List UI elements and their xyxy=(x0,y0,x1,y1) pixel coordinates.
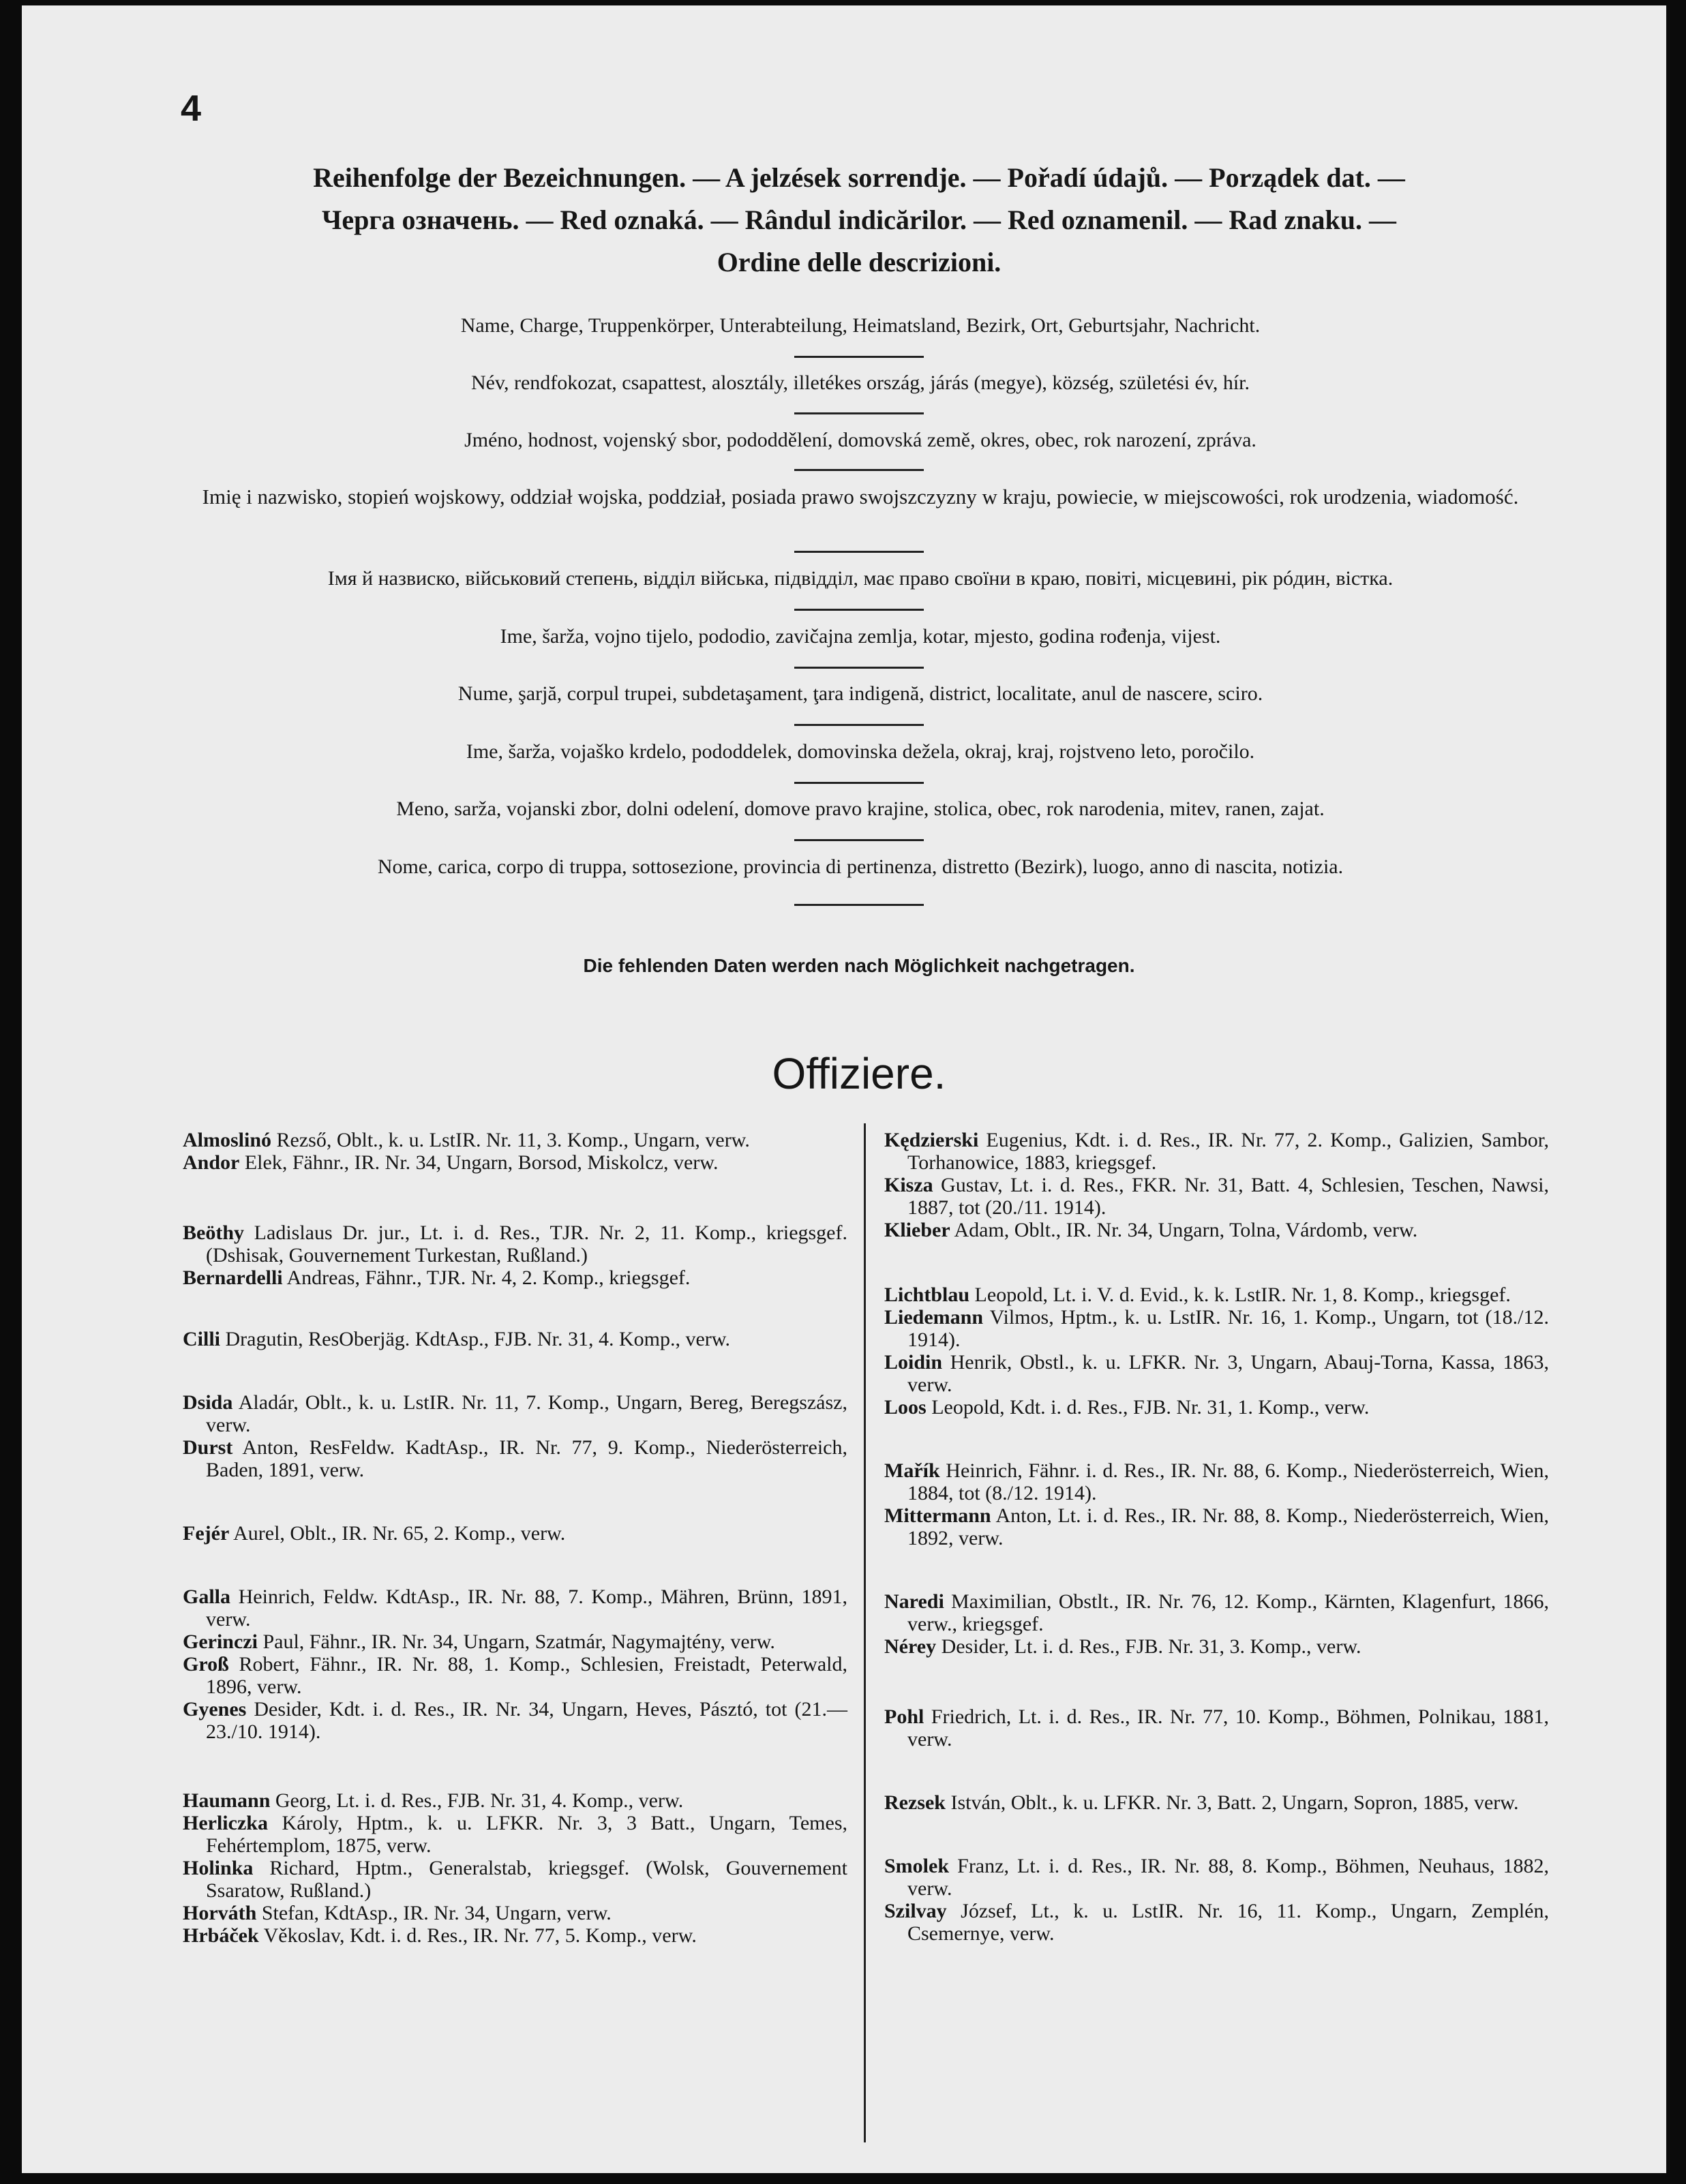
officer-entry: Mařík Heinrich, Fähnr. i. d. Res., IR. Nr. 88, 6. Komp., Niederösterreich, Wien, 1884, tot (8./12. 1914). xyxy=(884,1459,1549,1504)
officer-entry: Hrbáček Věkoslav, Kdt. i. d. Res., IR. Nr. 77, 5. Komp., verw. xyxy=(183,1924,697,1947)
rule-divider xyxy=(794,724,924,726)
scheme-line-italian: Nome, carica, corpo di truppa, sottosezione, provincia di pertinenza, distretto (Bezirk), luogo, anno di nascita, notizia. xyxy=(377,855,1344,878)
rule-divider xyxy=(794,412,924,414)
rule-divider xyxy=(794,356,924,358)
rule-divider xyxy=(794,904,924,906)
rule-divider xyxy=(794,667,924,669)
officer-entry: Rezsek István, Oblt., k. u. LFKR. Nr. 3, Batt. 2, Ungarn, Sopron, 1885, verw. xyxy=(884,1791,1519,1814)
officer-entry: Szilvay József, Lt., k. u. LstIR. Nr. 16, 11. Komp., Ungarn, Zemplén, Csemernye, verw. xyxy=(884,1900,1549,1945)
officer-entry: Mittermann Anton, Lt. i. d. Res., IR. Nr. 88, 8. Komp., Niederösterreich, Wien, 1892, verw. xyxy=(884,1504,1549,1549)
officer-entry: Galla Heinrich, Feldw. KdtAsp., IR. Nr. 88, 7. Komp., Mähren, Brünn, 1891, verw. xyxy=(183,1586,847,1631)
scheme-line-hungarian: Név, rendfokozat, csapattest, alosztály, illetékes ország, járás (megye), község, születési év, hír. xyxy=(470,371,1250,394)
heading-line: Reihenfolge der Bezeichnungen. — A jelzések sorrendje. — Pořadí údajů. — Porządek dat. — xyxy=(313,162,1405,193)
officer-entry: Horváth Stefan, KdtAsp., IR. Nr. 34, Ungarn, verw. xyxy=(183,1902,612,1924)
scheme-line-polish: Imię i nazwisko, stopień wojskowy, oddział wojska, poddział, posiada prawo swojszczyzny w kraju, powiecie, w miejscowości, rok urodzenia, wiadomość. xyxy=(202,485,1519,509)
officer-entry: Kędzierski Eugenius, Kdt. i. d. Res., IR. Nr. 77, 2. Komp., Galizien, Sambor, Torhanowice, 1883, kriegsgef. xyxy=(884,1129,1549,1174)
officer-entry: Andor Elek, Fähnr., IR. Nr. 34, Ungarn, Borsod, Miskolcz, verw. xyxy=(183,1151,719,1174)
officer-entry: Herliczka Károly, Hptm., k. u. LFKR. Nr. 3, 3 Batt., Ungarn, Temes, Fehértemplom, 1875, verw. xyxy=(183,1812,847,1857)
page-number: 4 xyxy=(181,88,202,129)
officer-entry: Gerinczi Paul, Fähnr., IR. Nr. 34, Ungarn, Szatmár, Nagymajtény, verw. xyxy=(183,1631,775,1653)
officer-entry: Kisza Gustav, Lt. i. d. Res., FKR. Nr. 31, Batt. 4, Schlesien, Teschen, Nawsi, 1887, tot (20./11. 1914). xyxy=(884,1174,1549,1219)
officer-entry: Naredi Maximilian, Obstlt., IR. Nr. 76, 12. Komp., Kärnten, Klagenfurt, 1866, verw., kriegsgef. xyxy=(884,1590,1549,1635)
scheme-line-croatian: Ime, šarža, vojno tijelo, pododio, zavičajna zemlja, kotar, mjesto, godina rođenja, vijest. xyxy=(500,625,1221,648)
officer-entry: Holinka Richard, Hptm., Generalstab, kriegsgef. (Wolsk, Gouvernement Ssaratow, Rußland.) xyxy=(183,1857,847,1902)
officer-entry: Smolek Franz, Lt. i. d. Res., IR. Nr. 88, 8. Komp., Böhmen, Neuhaus, 1882, verw. xyxy=(884,1855,1549,1900)
officer-entry: Haumann Georg, Lt. i. d. Res., FJB. Nr. 31, 4. Komp., verw. xyxy=(183,1789,684,1812)
officer-entry: Cilli Dragutin, ResOberjäg. KdtAsp., FJB. Nr. 31, 4. Komp., verw. xyxy=(183,1328,731,1350)
rule-divider xyxy=(794,469,924,471)
rule-divider xyxy=(794,551,924,553)
heading-line: Ordine delle descrizioni. xyxy=(717,247,1002,277)
officer-entry: Beöthy Ladislaus Dr. jur., Lt. i. d. Res., TJR. Nr. 2, 11. Komp., kriegsgef. (Dshisak, Gouvernement Turkestan, Rußland.) xyxy=(183,1222,847,1267)
document-page xyxy=(22,5,1666,2173)
officer-entry: Klieber Adam, Oblt., IR. Nr. 34, Ungarn, Tolna, Várdomb, verw. xyxy=(884,1219,1418,1241)
left-column xyxy=(183,1129,847,1947)
scheme-line-ruthenian: Імя й назвиско, військовий степень, відділ війська, підвідділ, має право своїни в краю, повіті, місцевині, рік рóдин, вістка. xyxy=(327,567,1394,590)
officer-entry: Loidin Henrik, Obstl., k. u. LFKR. Nr. 3, Ungarn, Abauj-Torna, Kassa, 1863, verw. xyxy=(884,1351,1549,1396)
officer-entry: Pohl Friedrich, Lt. i. d. Res., IR. Nr. 77, 10. Komp., Böhmen, Polnikau, 1881, verw. xyxy=(884,1705,1549,1750)
officer-entry: Lichtblau Leopold, Lt. i. V. d. Evid., k. k. LstIR. Nr. 1, 8. Komp., kriegsgef. xyxy=(884,1284,1511,1306)
officer-entry: Nérey Desider, Lt. i. d. Res., FJB. Nr. 31, 3. Komp., verw. xyxy=(884,1635,1361,1658)
missing-data-note: Die fehlenden Daten werden nach Möglichkeit nachgetragen. xyxy=(583,955,1135,976)
scheme-line-german: Name, Charge, Truppenkörper, Unterabteilung, Heimatsland, Bezirk, Ort, Geburtsjahr, Nachricht. xyxy=(460,314,1261,337)
scheme-line-romanian: Nume, şarjă, corpul trupei, subdetaşament, ţara indigenă, district, localitate, anul de nascere, sciro. xyxy=(457,682,1263,705)
officer-entry: Loos Leopold, Kdt. i. d. Res., FJB. Nr. 31, 1. Komp., verw. xyxy=(884,1396,1370,1419)
heading xyxy=(181,157,1537,284)
officer-entry: Durst Anton, ResFeldw. KadtAsp., IR. Nr. 77, 9. Komp., Niederösterreich, Baden, 1891, verw. xyxy=(183,1436,847,1481)
right-column xyxy=(884,1129,1549,1945)
officer-entry: Fejér Aurel, Oblt., IR. Nr. 65, 2. Komp., verw. xyxy=(183,1522,566,1545)
officer-entry: Bernardelli Andreas, Fähnr., TJR. Nr. 4, 2. Komp., kriegsgef. xyxy=(183,1267,691,1289)
officer-entry: Dsida Aladár, Oblt., k. u. LstIR. Nr. 11, 7. Komp., Ungarn, Bereg, Beregszász, verw. xyxy=(183,1391,847,1436)
rule-divider xyxy=(794,609,924,611)
scheme-line-slovak: Meno, sarža, vojanski zbor, dolni odelení, domove pravo krajine, stolica, obec, rok narodenia, mitev, ranen, zajat. xyxy=(396,798,1325,820)
officer-entry: Liedemann Vilmos, Hptm., k. u. LstIR. Nr. 16, 1. Komp., Ungarn, tot (18./12. 1914). xyxy=(884,1306,1549,1351)
scheme-line-czech: Jméno, hodnost, vojenský sbor, pododdělení, domovská země, okres, obec, rok narození, zpráva. xyxy=(464,429,1256,451)
rule-divider xyxy=(794,839,924,841)
officer-entry: Almoslinó Rezső, Oblt., k. u. LstIR. Nr. 11, 3. Komp., Ungarn, verw. xyxy=(183,1129,750,1151)
heading-line: Черга означень. — Red oznaká. — Rândul indicărilor. — Red oznamenil. — Rad znaku. — xyxy=(321,204,1396,235)
section-title: Offiziere. xyxy=(772,1049,946,1098)
column-divider xyxy=(864,1123,866,2142)
officer-entry: Groß Robert, Fähnr., IR. Nr. 88, 1. Komp., Schlesien, Freistadt, Peterwald, 1896, verw. xyxy=(183,1653,847,1698)
scheme-line-slovene: Ime, šarža, vojaško krdelo, pododdelek, domovinska dežela, okraj, kraj, rojstveno leto, poročilo. xyxy=(466,740,1255,763)
rule-divider xyxy=(794,782,924,784)
officer-entry: Gyenes Desider, Kdt. i. d. Res., IR. Nr. 34, Ungarn, Heves, Pásztó, tot (21.—23./10. 1914). xyxy=(183,1698,847,1743)
